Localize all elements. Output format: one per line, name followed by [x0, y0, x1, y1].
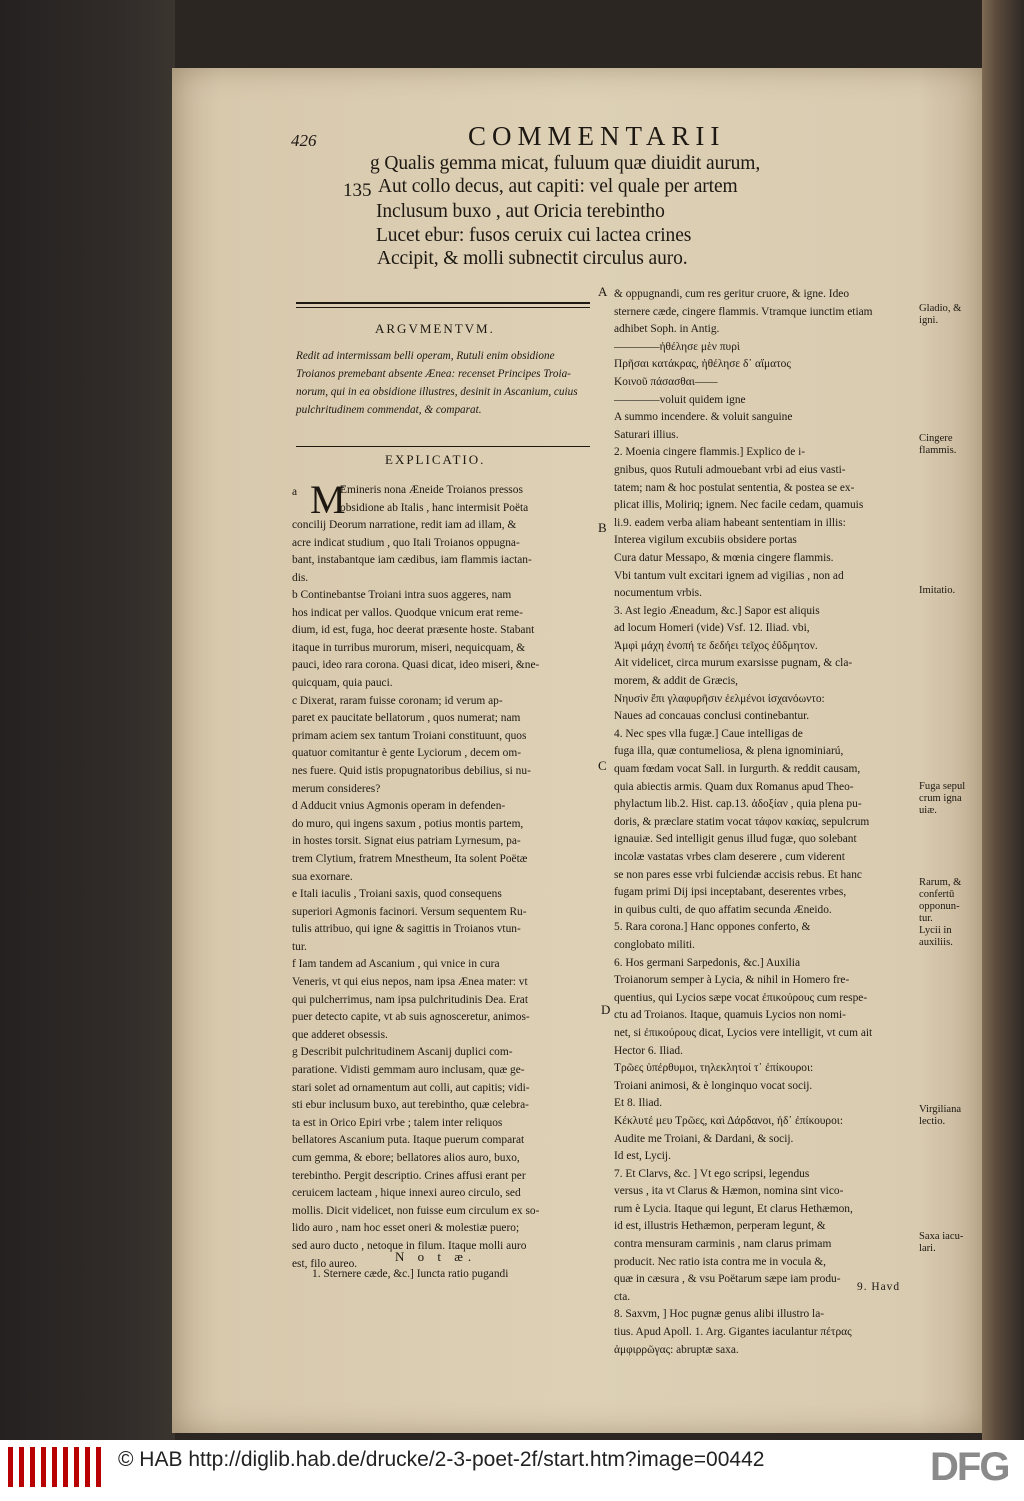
explicatio-line: merum consideres? [292, 782, 381, 795]
notes-line: quæ in cæsura , & vsu Poëtarum sæpe iam produ- [614, 1273, 841, 1286]
notes-line: Νηυσὶν ἔπι γλαφυρῆσιν ἐελμένοι ἰσχανόωντο: [614, 692, 825, 705]
explicatio-line: mollis. Dicit videlicet, non fuisse eum circulum ex so- [292, 1204, 540, 1217]
notes-line: Ait videlicet, circa murum exarsisse pugnam, & cla- [614, 657, 853, 670]
verse-line-number: 135 [343, 180, 372, 201]
verse-line: Lucet ebur: fusos ceruix cui lactea crines [376, 225, 692, 246]
notes-line: quam fœdam vocat Sall. in Iurgurth. & reddit causam, [614, 763, 861, 776]
explicatio-line: tur. [292, 940, 307, 953]
section-letter: A [598, 284, 608, 299]
hab-logo-icon [8, 1447, 104, 1487]
margin-note-line: lari. [919, 1243, 936, 1254]
explicatio-heading: EXPLICATIO. [385, 452, 486, 467]
explicatio-line: acre indicat studium , quo Itali Troianos oppugna- [292, 536, 520, 549]
notes-line: 2. Moenia cingere flammis.] Explico de i- [614, 446, 806, 459]
notes-line: sternere cæde, cingere flammis. Vtramque iunctim etiam [614, 305, 873, 318]
notes-line: 3. Ast legio Æneadum, &c.] Sapor est aliquis [614, 604, 820, 617]
notes-line: Troianorum semper à Lycia, & nihil in Homero fre- [614, 974, 850, 987]
explicatio-line: ta est in Orico Epiri vrbe ; talem inter reliquos [292, 1116, 503, 1129]
margin-note [919, 1231, 963, 1255]
notes-line: rum è Lycia. Itaque qui legunt, Et clarus Hethæmon, [614, 1202, 853, 1215]
notes-line: ctu ad Troianos. Itaque, quamuis Lycios non nomi- [614, 1009, 846, 1022]
explicatio-line: f Iam tandem ad Ascanium , qui vnice in cura [292, 958, 500, 971]
notes-line: Audite me Troiani, & Dardani, & socij. [614, 1132, 794, 1145]
margin-note [919, 781, 965, 817]
explicatio-paragraphs [292, 587, 597, 1273]
section-letter: C [598, 758, 607, 773]
rule-top [296, 302, 590, 304]
argumentum-line: pulchritudinem commendat, & comparat. [296, 404, 482, 416]
notes-line: Et 8. Iliad. [614, 1097, 663, 1110]
notes-lines [614, 286, 917, 1359]
margin-note [919, 877, 961, 949]
explicatio-line: e Itali iaculis , Troiani saxis, quod consequens [292, 888, 502, 901]
notes-line: in quibus culti, de quo affatim secunda Æneido. [614, 903, 832, 916]
catchword: 9. Havd [857, 1281, 901, 1293]
notes-line: Naues ad concauas conclusi continebantur. [614, 710, 810, 723]
margin-note-line: Gladio, & [919, 303, 962, 314]
margin-note-line: tur. [919, 913, 933, 924]
notes-line: Πρῆσαι κατάκρας, ἠθέλησε δ᾽ αἵματος [614, 358, 791, 371]
margin-note-line: flammis. [919, 445, 957, 456]
notes-line: producit. Nec ratio ista contra me in vocula &, [614, 1255, 826, 1268]
explicatio-line: Emineris nona Æneide Troianos pressos [340, 484, 523, 496]
explicatio-line: Veneris, vt qui eius nepos, nam ipsa Ænea mater: vt [292, 976, 528, 989]
section-letter: B [598, 520, 607, 535]
explicatio-line: sti ebur inclusum buxo, aut terebintho, quæ celebra- [292, 1099, 529, 1112]
notes-line: 4. Nec spes vlla fugæ.] Caue intelligas de [614, 727, 803, 740]
argumentum-line: norum, qui in ea obsidione illustres, desinit in Ascanium, cuius [296, 386, 578, 398]
notes-line: conglobato militi. [614, 938, 695, 951]
verse-line: Inclusum buxo , aut Oricia terebintho [376, 201, 665, 222]
notes-line: se non pares esse vrbi fulciendæ accisis rebus. Et hanc [614, 868, 862, 881]
explicatio-line: hos indicat per vallos. Quodque vnicum erat reme- [292, 606, 523, 619]
notes-line: tius. Apud Apoll. 1. Arg. Gigantes iaculantur πέτρας [614, 1326, 852, 1339]
margin-note-line: auxiliis. [919, 937, 953, 948]
margin-note-line: crum igna [919, 793, 962, 804]
explicatio-line: sed auro ducto , netoque in filum. Itaque molli auro [292, 1239, 527, 1252]
margin-note-line: Fuga sepul [919, 781, 966, 792]
notes-line: Troiani animosi, & è longinquo vocat socij. [614, 1079, 813, 1092]
margin-note-line: Cingere [919, 433, 953, 444]
explicatio-line: trem Clytium, fratrem Mnestheum, Ita solent Poëtæ [292, 852, 528, 865]
notes-line: Vbi tantum vult excitari ignem ad vigilias , non ad [614, 569, 844, 582]
notes-line: ἀμφιρρῶγας: abruptæ saxa. [614, 1343, 739, 1356]
explicatio-line: primam aciem sex tantum Troiani constituunt, quos [292, 729, 527, 742]
argumentum-heading: ARGVMENTVM. [375, 321, 495, 336]
notes-line: fugam primi Dij ipsi inceptabant, deserentes vrbes, [614, 886, 847, 899]
explicatio-line: est, filo aureo. [292, 1257, 358, 1270]
book-edge [982, 0, 1024, 1440]
explicatio-line: pauci, ideo rara corona. Quasi dicat, ideo miseri, &ne- [292, 659, 540, 672]
margin-note [919, 1104, 961, 1128]
explicatio-line: quatuor comitantur è gente Lyciorum , decem om- [292, 747, 522, 760]
dropcap: M [310, 477, 346, 522]
explicatio-line: ceruicem lacteam , hique innexi aureo circulo, sed [292, 1187, 521, 1200]
explicatio-line: qui pulcherrimus, nam ipsa pulchritudinis Dea. Erat [292, 993, 528, 1006]
notes-line: li.9. eadem verba aliam habeant sententiam in illis: [614, 516, 846, 529]
margin-note-line: opponun- [919, 901, 960, 912]
notae-first-line: 1. Sternere cæde, &c.] Iuncta ratio pugandi [312, 1268, 509, 1280]
explicatio-line: do muro, qui ingens saxum , potius montis partem, [292, 817, 524, 830]
argumentum-text [296, 347, 606, 419]
explicatio-line: nes fuere. Quid istis propugnatoribus debilius, si nu- [292, 764, 531, 777]
notes-line: Interea vigilum excubiis obsidere portas [614, 534, 797, 547]
notae-heading: N o t æ. [395, 1249, 477, 1264]
explicatio-column [292, 477, 597, 1273]
notes-line: contra mensuram carminis , nam clarus primam [614, 1238, 832, 1251]
explicatio-line: paratione. Vidisti gemmam auro inclusam, quæ ge- [292, 1064, 525, 1077]
copyright-link[interactable]: © HAB http://diglib.hab.de/drucke/2-3-poet-2f/start.htm?image=00442 [118, 1448, 765, 1471]
notes-line: nocumentum vrbis. [614, 587, 702, 600]
notes-line: ————voluit quidem igne [614, 393, 746, 406]
page-title: COMMENTARII [468, 121, 726, 151]
notes-line: phylactum lib.2. Hist. cap.13. ἀδοξίαν , quia plena pu- [614, 798, 862, 811]
explicatio-line: bellatores Ascanium puta. Itaque puerum comparat [292, 1134, 525, 1147]
margin-note [919, 433, 956, 457]
notes-line: cta. [614, 1290, 631, 1303]
margin-note [919, 303, 961, 327]
verse-line: g Qualis gemma micat, fuluum quæ diuidit aurum, [370, 153, 761, 174]
notes-line: Κοινοῦ πάσασθαι—— [614, 375, 718, 388]
explicatio-line: cum gemma, & ebore; bellatores alios auro, buxo, [292, 1152, 520, 1164]
margin-note-line: confertū [919, 889, 955, 900]
explicatio-line: g Describit pulchritudinem Ascanij duplici com- [292, 1046, 513, 1059]
notes-line: id est, illustris Hethæmon, perperam legunt, & [614, 1220, 826, 1233]
explicatio-line: sua exornare. [292, 870, 353, 883]
notes-line: adhibet Soph. in Antig. [614, 323, 720, 336]
notes-line: quentius, qui Lycios sæpe vocat ἐπικούρους cum respe- [614, 991, 868, 1004]
explicatio-line: terebintho. Pergit descriptio. Crines affusi erant per [292, 1169, 526, 1182]
explicatio-line: concilij Deorum narratione, redit iam ad illam, & [292, 519, 517, 532]
margin-note-line: Rarum, & [919, 877, 962, 888]
notes-line: fuga illa, quæ contumeliosa, & plena ignominiarú, [614, 745, 844, 758]
notes-line: ad locum Homeri (vide) Vsf. 12. Iliad. vbi, [614, 622, 810, 635]
notes-line: Hector 6. Iliad. [614, 1044, 683, 1057]
explicatio-line: puer detecto capite, vt ab suis agnosceretur, animos- [292, 1011, 530, 1024]
explicatio-line: dium, id est, fuga, hoc deerat præsente hoste. Stabant [292, 624, 535, 637]
note-letter: a [292, 486, 298, 498]
rule-thin [296, 307, 590, 308]
notes-line: Id est, Lycij. [614, 1150, 671, 1163]
explicatio-line: stari solet ad ornamentum aut colli, aut capitis; vidi- [292, 1081, 530, 1094]
notes-line: tatem; nam & hoc postulat sententia, & postea se ex- [614, 481, 855, 494]
explicatio-line: que adderet obsessis. [292, 1028, 388, 1041]
margin-note-line: Lycii in [919, 925, 952, 936]
margin-note-line: lectio. [919, 1116, 946, 1127]
rule-thin [296, 446, 590, 447]
explicatio-line: dis. [292, 572, 309, 584]
background-left [0, 0, 175, 1440]
verse-line: Aut collo decus, aut capiti: vel quale per artem [378, 176, 738, 197]
notes-line: Cura datur Messapo, & mœnia cingere flammis. [614, 551, 834, 564]
notes-line: & oppugnandi, cum res geritur cruore, & igne. Ideo [614, 288, 850, 300]
explicatio-line: obsidione ab Italis , hanc intermisit Poëta [340, 501, 529, 514]
notes-line: plicat illis, Moliriq; ignem. Nec facile cedam, quamuis [614, 499, 864, 512]
notes-line: doris, & præclare statim vocat τάφον κακίας, sepulcrum [614, 815, 870, 828]
explicatio-line: itaque in turribus murorum, miseri, nequicquam, & [292, 641, 526, 654]
explicatio-line: in hostes torsit. Signat eius patriam Lyrnesum, pa- [292, 835, 521, 848]
margin-note [919, 585, 955, 597]
margin-note-line: Virgiliana [919, 1104, 962, 1115]
page-number: 426 [291, 131, 317, 150]
verse-line: Accipit, & molli subnectit circulus auro. [377, 248, 688, 269]
explicatio-line: paret ex paucitate bellatorum , quos numerat; nam [292, 712, 521, 725]
notes-line: gnibus, quos Rutuli admouebant vrbi ad eius vasti- [614, 463, 846, 476]
notes-line: A summo incendere. & voluit sanguine [614, 411, 793, 424]
explicatio-line: lido auro , nam hoc esset oneri & molestiæ puero; [292, 1222, 520, 1235]
explicatio-line: c Dixerat, raram fuisse coronam; id verum ap- [292, 694, 503, 707]
margin-note-line: Saxa iacu- [919, 1231, 964, 1242]
notes-line: ignauiæ. Sed intelligit genus illud fugæ, quo solebant [614, 833, 857, 846]
explicatio-line: tulis attribuo, qui igne & sagittis in Troianos vtun- [292, 923, 521, 936]
notes-line: Κέκλυτέ μευ Τρῶες, καὶ Δάρδανοι, ἠδ᾽ ἐπίκουροι: [614, 1114, 844, 1127]
dfg-logo: DFG [930, 1445, 1009, 1489]
margin-note-line: igni. [919, 315, 939, 326]
margin-note-line: Imitatio. [919, 585, 956, 596]
explicatio-line: quicquam, quia pauci. [292, 676, 393, 689]
notes-line: 6. Hos germani Sarpedonis, &c.] Auxilia [614, 956, 801, 969]
notes-line: Τρῶες ὑπέρθυμοι, τηλεκλητοί τ᾽ ἐπίκουροι: [614, 1062, 814, 1075]
explicatio-line: bant, instabantque iam cædibus, iam flammis iactan- [292, 554, 532, 567]
explicatio-line: b Continebantse Troiani intra suos aggeres, nam [292, 589, 512, 601]
notes-line: 7. Et Clarvs, &c. ] Vt ego scripsi, legendus [614, 1167, 810, 1180]
notes-line: ————ἠθέλησε μὲν πυρὶ [614, 340, 740, 353]
argumentum-line: Troianos premebant absente Ænea: recenset Principes Troia- [296, 368, 571, 380]
notes-line: Ἀμφὶ μάχη ἐνοπή τε δεδήει τεῖχος ἐΰδμητον. [614, 639, 818, 652]
notes-line: incolæ vastatas vrbes clam deserere , cum viderent [614, 851, 845, 863]
notes-line: morem, & addit de Græcis, [614, 675, 739, 688]
notes-line: net, si ἐπικούρους dicat, Lycios vere intelligit, vt cum ait [614, 1026, 873, 1039]
section-letter: D [601, 1002, 611, 1017]
notes-line: versus , ita vt Clarus & Hæmon, nomina sint vico- [614, 1185, 844, 1198]
notes-column [614, 286, 917, 1359]
notes-line: Saturari illius. [614, 428, 679, 441]
notes-line: quia abiectis armis. Quam dux Romanus apud Theo- [614, 780, 854, 793]
notes-line: 5. Rara corona.] Hanc oppones conferto, & [614, 921, 811, 934]
explicatio-line: d Adducit vnius Agmonis operam in defenden- [292, 800, 506, 813]
notes-line: 8. Saxvm, ] Hoc pugnæ genus alibi illustro la- [614, 1308, 825, 1321]
margin-note-line: uiæ. [919, 805, 937, 816]
argumentum-line: Redit ad intermissam belli operam, Rutuli enim obsidione [296, 350, 555, 362]
explicatio-line: superiori Agmonis facinori. Versum sequentem Ru- [292, 905, 527, 918]
